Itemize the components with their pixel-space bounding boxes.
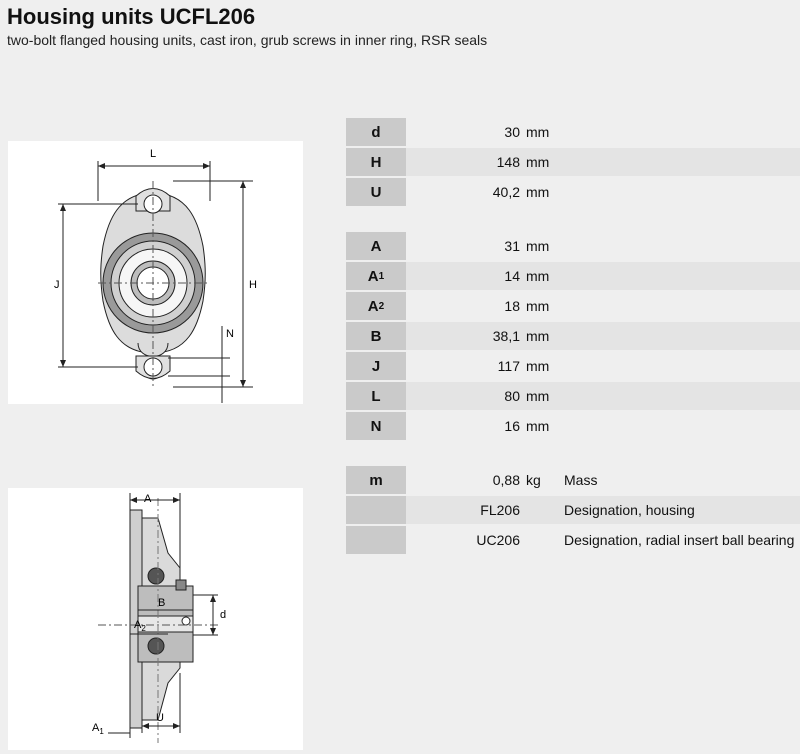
param-row [346, 381, 800, 411]
dim-label-A2: $A_2$ [134, 619, 146, 633]
param-description [564, 232, 800, 260]
param-symbol [346, 496, 406, 524]
param-symbol [346, 526, 406, 554]
param-description: Mass [564, 466, 800, 494]
parameters-table [346, 117, 800, 555]
group-spacer [346, 441, 800, 465]
param-unit: mm [526, 292, 564, 320]
param-symbol: m [346, 466, 406, 494]
param-value: 30 [406, 118, 526, 146]
param-row [346, 261, 800, 291]
dim-label-J: J [54, 279, 60, 291]
param-description [564, 292, 800, 320]
param-symbol: J [346, 352, 406, 380]
dim-label-U: U [156, 712, 164, 724]
param-unit: mm [526, 412, 564, 440]
param-row [346, 525, 800, 555]
param-symbol: d [346, 118, 406, 146]
param-row [346, 147, 800, 177]
param-unit: mm [526, 148, 564, 176]
page-subtitle: two-bolt flanged housing units, cast iron, grub screws in inner ring, RSR seals [7, 32, 488, 48]
dim-label-B: B [158, 597, 166, 609]
dim-label-N: N [226, 328, 234, 340]
param-value: 0,88 [406, 466, 526, 494]
param-unit: mm [526, 232, 564, 260]
param-value: 117 [406, 352, 526, 380]
param-row [346, 321, 800, 351]
param-row [346, 291, 800, 321]
param-unit: mm [526, 262, 564, 290]
param-description [564, 178, 800, 206]
param-unit [526, 526, 564, 554]
param-row [346, 495, 800, 525]
param-row [346, 465, 800, 495]
param-symbol: L [346, 382, 406, 410]
param-symbol: A 2 [346, 292, 406, 320]
param-value: 14 [406, 262, 526, 290]
param-symbol: U [346, 178, 406, 206]
param-value: 40,2 [406, 178, 526, 206]
param-description [564, 322, 800, 350]
dim-label-H: H [249, 279, 257, 291]
param-unit: mm [526, 178, 564, 206]
param-unit: kg [526, 466, 564, 494]
param-unit: mm [526, 322, 564, 350]
param-value: UC206 [406, 526, 526, 554]
param-symbol: A 1 [346, 262, 406, 290]
param-value: 148 [406, 148, 526, 176]
param-row [346, 177, 800, 207]
param-value: 80 [406, 382, 526, 410]
param-description: Designation, radial insert ball bearing [564, 526, 800, 554]
param-symbol: H [346, 148, 406, 176]
param-unit [526, 496, 564, 524]
param-value: 38,1 [406, 322, 526, 350]
param-symbol: A [346, 232, 406, 260]
param-description [564, 262, 800, 290]
param-value: 31 [406, 232, 526, 260]
group-spacer [346, 207, 800, 231]
param-unit: mm [526, 382, 564, 410]
param-row [346, 411, 800, 441]
param-description [564, 382, 800, 410]
front-view-drawing [8, 141, 303, 404]
dim-label-d: d [220, 609, 227, 621]
param-value: 18 [406, 292, 526, 320]
param-description [564, 352, 800, 380]
param-unit: mm [526, 352, 564, 380]
dim-label-L: L [150, 148, 157, 160]
side-view-drawing [8, 488, 303, 750]
page-title: Housing units UCFL206 [7, 4, 256, 29]
dim-label-A: A [144, 493, 152, 505]
param-row [346, 117, 800, 147]
param-description [564, 148, 800, 176]
param-value: 16 [406, 412, 526, 440]
dim-label-A1: $A_1$ [92, 722, 104, 736]
param-description: Designation, housing [564, 496, 800, 524]
param-row [346, 351, 800, 381]
param-description [564, 118, 800, 146]
param-row [346, 231, 800, 261]
param-value: FL206 [406, 496, 526, 524]
param-unit: mm [526, 118, 564, 146]
param-symbol: N [346, 412, 406, 440]
param-description [564, 412, 800, 440]
param-symbol: B [346, 322, 406, 350]
